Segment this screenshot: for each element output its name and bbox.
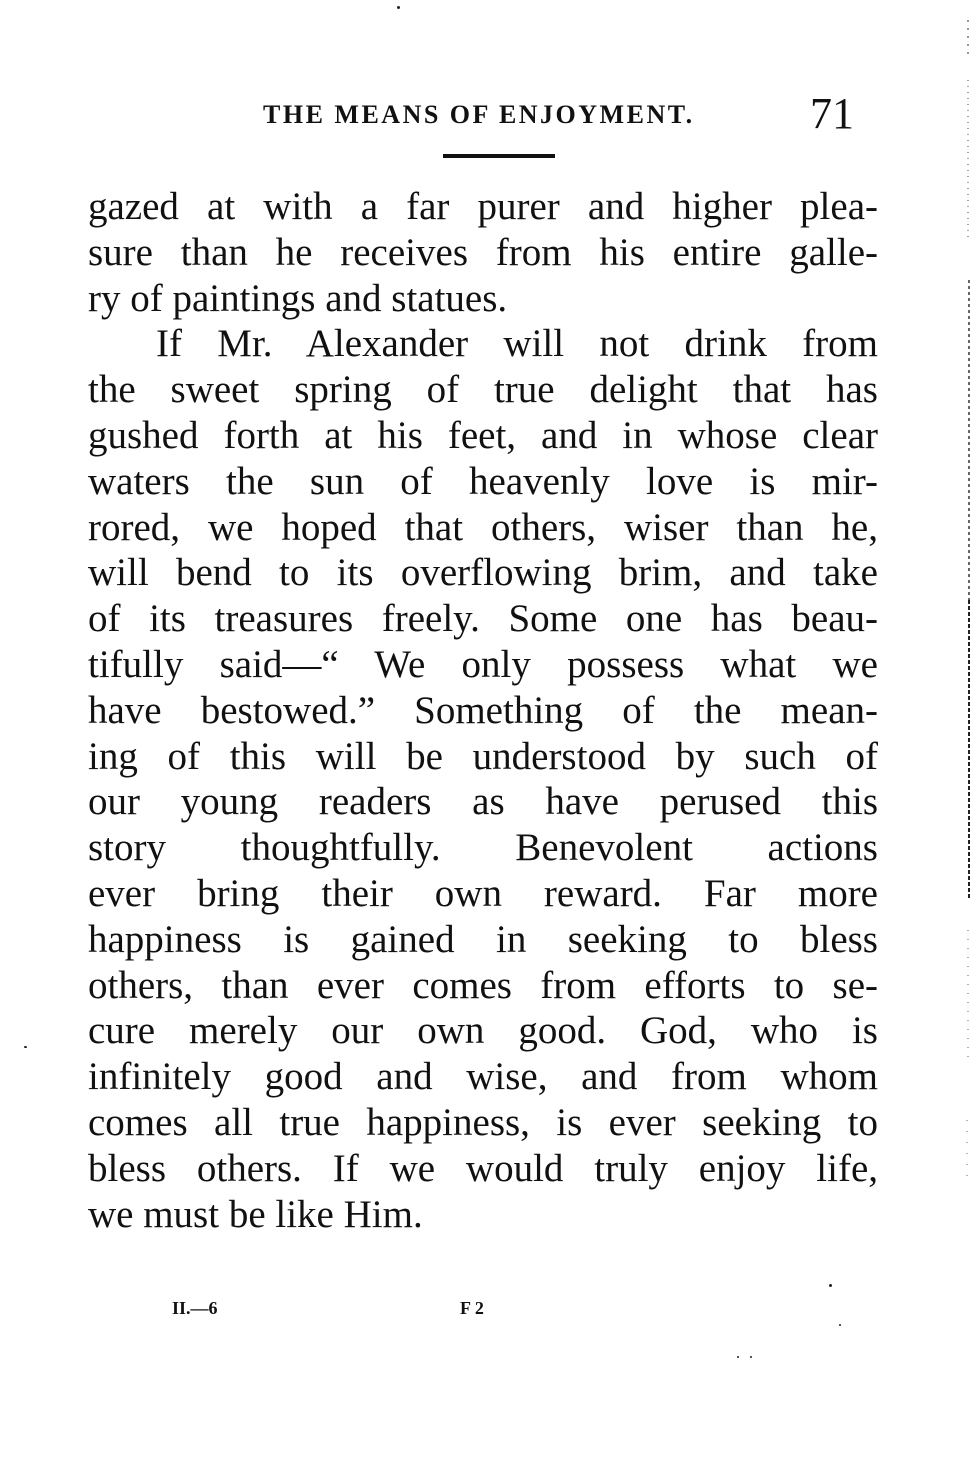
- edge-noise-graphic: [960, 0, 973, 1467]
- text-line: cure merely our own good. God, who is: [88, 1009, 878, 1053]
- text-line: gazed at with a far purer and higher plea-: [88, 185, 878, 228]
- text-line: ing of this will be understood by such of: [88, 734, 878, 778]
- running-head: [0, 89, 973, 138]
- speck: [737, 1356, 739, 1358]
- text-line: we must be like Him.: [88, 1192, 423, 1236]
- text-line: sure than he receives from his entire galle-: [88, 230, 878, 274]
- running-head-title: THE MEANS OF ENJOYMENT.: [263, 100, 695, 129]
- text-line: our young readers as have perused this: [88, 780, 878, 824]
- speck: [829, 1284, 832, 1287]
- text-line: have bestowed.” Something of the mean-: [88, 688, 878, 732]
- text-line: the sweet spring of true delight that has: [88, 368, 878, 412]
- text-line: comes all true happiness, is ever seeking to: [88, 1100, 878, 1144]
- text-line: If Mr. Alexander will not drink from: [156, 322, 878, 366]
- text-line: ry of paintings and statues.: [88, 276, 508, 320]
- speck: [839, 1324, 841, 1326]
- speck: [24, 1046, 27, 1048]
- text-line: others, than ever comes from efforts to se-: [88, 963, 878, 1007]
- scan-edge-artifacts: [960, 0, 973, 1467]
- text-line: of its treasures freely. Some one has beau-: [88, 597, 878, 641]
- text-line: happiness is gained in seeking to bless: [88, 917, 878, 961]
- text-line: story thoughtfully. Benevolent actions: [88, 826, 878, 870]
- speck: [750, 1356, 752, 1358]
- gathering-mark: F 2: [460, 1298, 484, 1318]
- text-line: ever bring their own reward. Far more: [88, 871, 878, 915]
- page-number: 71: [810, 89, 854, 138]
- text-line: waters the sun of heavenly love is mir-: [88, 459, 878, 503]
- signature-mark: II.—6: [172, 1298, 218, 1318]
- text-line: will bend to its overflowing brim, and take: [88, 551, 878, 595]
- header-rule: [443, 154, 555, 158]
- text-line: gushed forth at his feet, and in whose clear: [88, 413, 878, 457]
- text-line: rored, we hoped that others, wiser than he,: [88, 505, 878, 549]
- speck: [397, 6, 400, 9]
- text-line: tifully said—“ We only possess what we: [88, 642, 878, 686]
- text-line: bless others. If we would truly enjoy life,: [88, 1146, 878, 1190]
- body-text: [88, 184, 878, 1237]
- text-line: infinitely good and wise, and from whom: [88, 1055, 878, 1099]
